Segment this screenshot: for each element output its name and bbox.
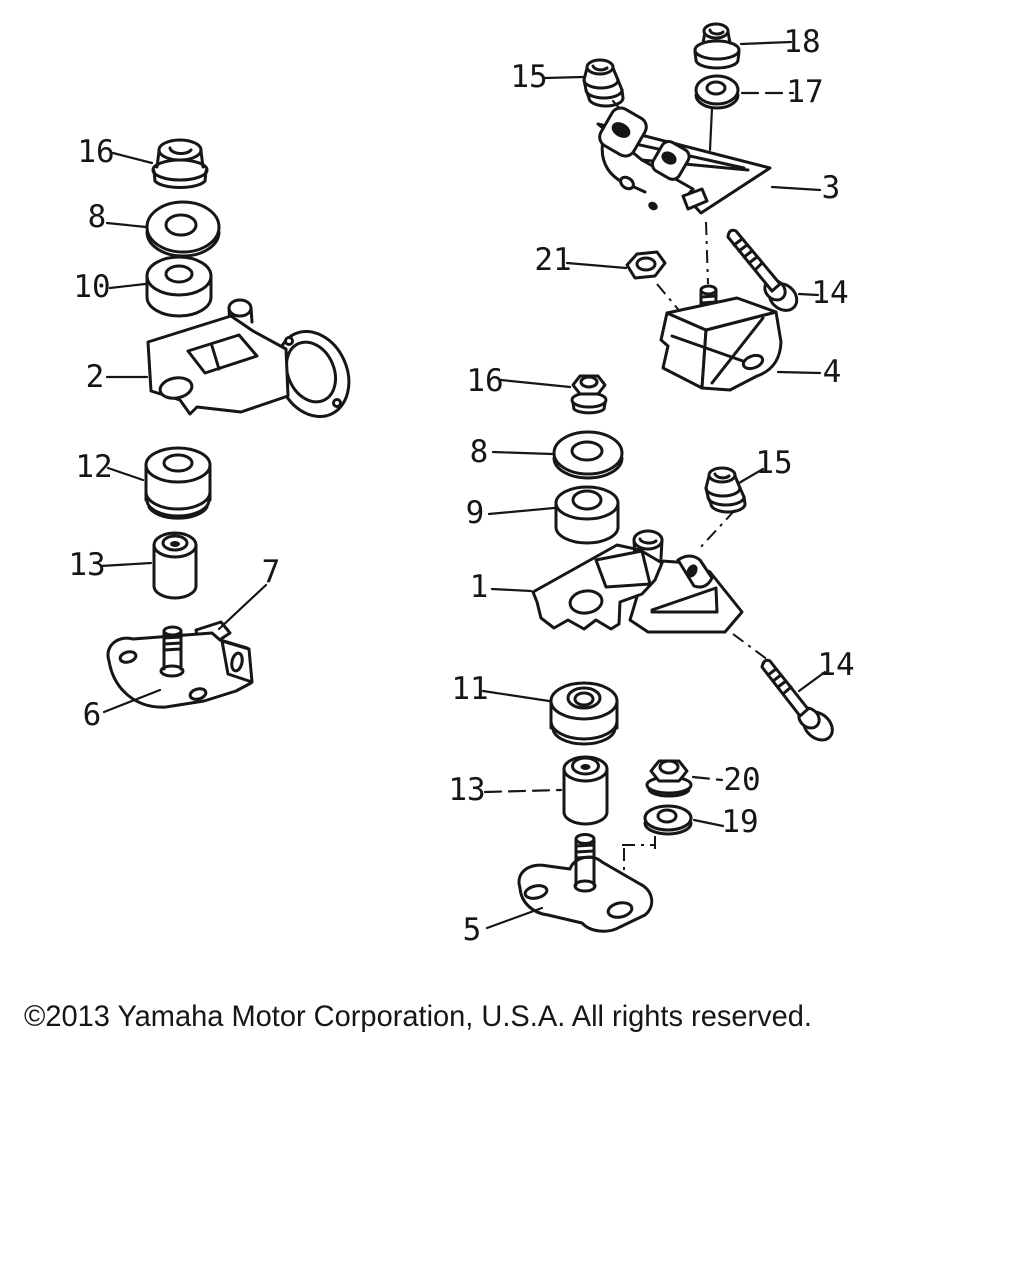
callout-18: 18 (783, 24, 821, 60)
part-cushion-18 (695, 24, 739, 68)
callout-12: 12 (75, 449, 113, 485)
leader-8-right (493, 452, 552, 454)
callout-15-top: 15 (510, 59, 548, 95)
leader-21 (567, 263, 626, 268)
callout-11: 11 (451, 671, 489, 707)
callout-10: 10 (73, 269, 111, 305)
callout-16-right: 16 (466, 363, 504, 399)
part-cushion-16-left (153, 140, 207, 188)
callout-8-right: 8 (469, 434, 489, 470)
callout-7: 7 (261, 554, 281, 590)
callout-9: 9 (465, 495, 485, 531)
part-washer-8-right (554, 432, 622, 478)
callout-8-left: 8 (87, 199, 107, 235)
callout-20: 20 (723, 762, 761, 798)
leader-8-left (107, 223, 146, 227)
assembly-line-17-to-bracket3 (710, 108, 712, 150)
part-mount-4 (661, 286, 781, 390)
callout-1: 1 (469, 569, 489, 605)
copyright-text: ©2013 Yamaha Motor Corporation, U.S.A. All rights reserved. (24, 1000, 812, 1033)
callout-21: 21 (534, 242, 572, 278)
part-damper-11 (551, 683, 617, 744)
part-washer-19 (645, 806, 691, 834)
part-bracket-3 (596, 104, 770, 213)
part-nut-21 (627, 252, 665, 278)
leader-4 (778, 372, 820, 373)
assembly-line-bracket3-to-mount4 (706, 222, 708, 284)
callout-19: 19 (721, 804, 759, 840)
callout-17: 17 (786, 74, 824, 110)
callout-13-left: 13 (68, 547, 106, 583)
leader-16-right (501, 380, 570, 387)
part-nut-20 (647, 761, 691, 796)
leader-12 (108, 468, 143, 480)
part-bracket-2 (148, 300, 362, 428)
part-damper-12 (146, 448, 210, 518)
part-collar-13-left (154, 533, 196, 598)
leader-11 (483, 691, 549, 701)
part-cushion-16-right (572, 376, 606, 413)
leader-15-top (545, 77, 583, 78)
leader-9 (489, 508, 554, 514)
part-damper-15-right (706, 468, 745, 512)
assembly-line-bracket1-to-bolt14 (733, 634, 768, 660)
part-damper-15-top (584, 60, 623, 106)
leader-7 (219, 585, 266, 629)
part-plate-6 (108, 627, 252, 707)
assembly-line-15-to-bracket1 (698, 510, 735, 550)
callout-5: 5 (462, 912, 482, 948)
callout-2: 2 (85, 359, 105, 395)
callout-16-left: 16 (77, 134, 115, 170)
part-washer-8-left (147, 202, 219, 256)
leader-1 (492, 589, 531, 591)
callout-4: 4 (822, 354, 842, 390)
part-collar-13-right (564, 757, 607, 824)
callout-3: 3 (821, 170, 841, 206)
part-plate-5 (519, 835, 652, 932)
callout-6: 6 (82, 697, 102, 733)
leader-13-right (485, 790, 561, 792)
part-collar-9 (556, 487, 618, 543)
part-washer-17 (696, 76, 738, 108)
part-collar-10 (147, 257, 211, 316)
callout-15-right: 15 (755, 445, 793, 481)
leader-16-left (113, 153, 152, 163)
leader-5 (487, 908, 542, 928)
part-bracket-1 (533, 531, 742, 632)
leader-19 (694, 820, 723, 826)
leader-13-left (101, 563, 151, 566)
callout-14-top: 14 (811, 275, 849, 311)
leader-10 (110, 284, 145, 288)
callout-13-right: 13 (448, 772, 486, 808)
leader-3 (772, 187, 820, 190)
callout-14-right: 14 (817, 647, 855, 683)
leader-20 (693, 777, 722, 780)
